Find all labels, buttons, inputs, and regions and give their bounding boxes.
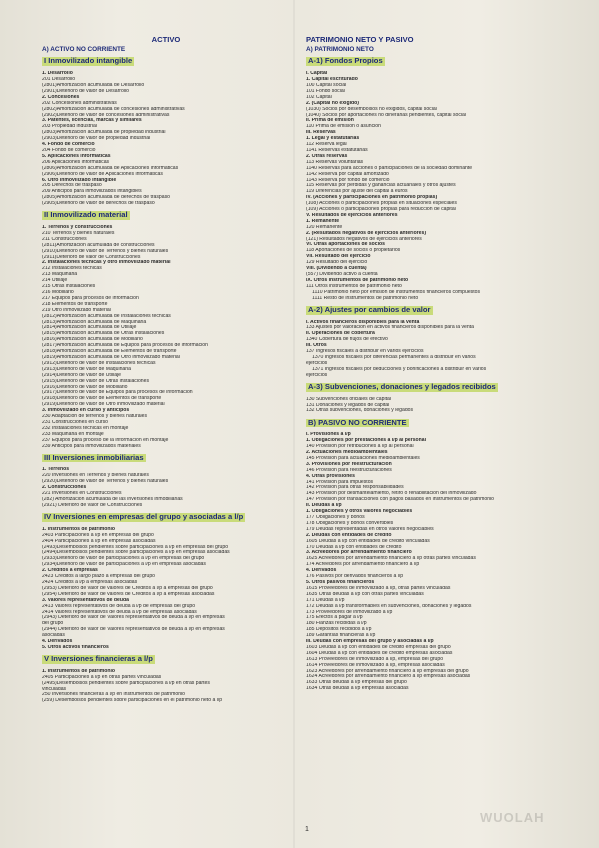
account-line: 2405 Participaciones a l/p en otras partes vinculadas — [42, 674, 162, 680]
account-line: 2423 Créditos a largo plazo a empresas del grupo — [42, 574, 155, 580]
section-heading: V Inversiones financieras a l/p — [44, 655, 153, 664]
account-line: (108) Acciones o participaciones propias en situaciones especiales — [306, 201, 457, 207]
account-line: (2953) Deterioro de valor de valores de Créditos a l/p a empresas del grupo — [42, 585, 213, 591]
account-line: I. Capital — [306, 71, 328, 77]
account-line: 2. Créditos a empresas — [42, 568, 98, 574]
account-line: 205 Derechos de traspaso — [42, 183, 102, 189]
account-line: 204 Fondo de comercio — [42, 147, 96, 153]
account-line: 1. Desarrollo — [42, 71, 73, 77]
account-line: 1110 Patrimonio neto por emisión de instrumentos financieros compuestos — [312, 289, 480, 295]
heading: PATRIMONIO NETO Y PASIVO — [306, 36, 414, 44]
account-line: 100 Capital social — [306, 83, 347, 88]
account-line: 1615 Proveedores de inmovilizado a l/p, otras partes vinculadas — [306, 585, 451, 591]
account-line: 218 Elementos de transporte — [42, 301, 108, 307]
account-line: 211 Construcciones — [42, 236, 87, 242]
account-line: (2495)Desembolsos pendientes sobre participaciones a l/p en otras partes — [42, 680, 210, 686]
account-line: (2917)Deterioro de valor de Equipos para procesos de información — [42, 390, 193, 396]
account-line: 1. Obligaciones y otros valores negociables — [306, 509, 413, 515]
account-line: 120 Remanente — [306, 224, 343, 230]
account-line: 185 Depósitos recibidos a l/p — [306, 627, 372, 633]
account-line: 221 Inversiones en Construcciones — [42, 491, 122, 497]
account-line: 119 Diferencias por ajuste del capital a euros — [306, 189, 408, 195]
account-line: 101 Fondo social — [306, 88, 345, 94]
account-line: 250 Inversiones financieras a l/p en instrumentos de patrimonio — [42, 692, 185, 698]
account-line: 4. Derivados — [42, 639, 73, 645]
account-line: (2817)Amortización acumulada de Equipos para procesos de información — [42, 343, 208, 349]
account-line: (2493)Desembolsos pendientes sobre participaciones a l/p en empresas del grupo — [42, 544, 229, 550]
section-heading: III Inversiones inmobiliarias — [44, 453, 144, 462]
account-line: 3. Inmovilizado en curso y anticipos — [42, 408, 130, 414]
section-heading: A-3) Subvenciones, donaciones y legados recibidos — [308, 382, 496, 391]
account-line: (2494)Desembolsos pendientes sobre participaciones a l/p en empresas asociadas — [42, 550, 230, 556]
account-line: 129 Resultado del ejercicio — [306, 260, 368, 266]
account-line: 1. Legal y estatutarias — [306, 136, 360, 142]
patrimonio-pasivo-column — [306, 36, 586, 692]
account-line: (2903)Deterioro de valor de propiedad industrial — [42, 136, 151, 142]
account-line: 170 Deudas a l/p con entidades de crédito — [306, 544, 402, 550]
account-line: III. Otros — [306, 343, 327, 349]
account-line: (2801)Amortización acumulada de Desarrollo — [42, 83, 145, 88]
account-line: II. Deudas a l/p — [306, 503, 342, 509]
account-line: (2934)Deterioro de valor de participaciones a l/p en empresas asociadas — [42, 562, 206, 568]
account-line: (557) Dividendo activo a cuenta — [306, 272, 378, 277]
account-line: 112 Reserva legal — [306, 142, 347, 148]
account-line: (259) Desembolsos pendientes sobre participaciones en el patrimonio neto a l/p — [42, 698, 223, 704]
account-line: (2933)Deterioro de valor de participaciones a l/p en empresas del grupo — [42, 556, 205, 562]
account-line: (2902)Deterioro de valor de concesiones administrativas — [42, 112, 170, 118]
account-line: (2814)Amortización acumulada de Utillaje — [42, 325, 137, 331]
account-line: 178 Obligaciones y bonos convertibles — [306, 520, 394, 526]
account-line: 206 Aplicaciones informáticas — [42, 159, 110, 165]
account-line: asociadas — [42, 633, 65, 639]
account-line: (2910)Deterioro de valor de Terrenos y bienes naturales — [42, 248, 169, 254]
account-line: 147 Provisión por transacciones con pagos basados en instrumentos de patrimonio — [306, 497, 495, 503]
account-line: (2920)Deterioro de valor de Terrenos y bienes naturales — [42, 479, 169, 485]
account-line: 1624 Acreedores por arrendamiento financiero a l/p empresas asociadas — [306, 674, 471, 680]
account-line: ejercicios — [306, 360, 328, 366]
account-line: 1633 Otras deudas a l/p empresas del grupo — [306, 680, 407, 686]
account-line: 173 Proveedores de inmovilizado a l/p — [306, 609, 393, 615]
account-line: VII. Resultado del ejercicio — [306, 254, 371, 260]
account-line: 1613 Proveedores de inmovilizado a l/p, empresas del grupo — [306, 656, 444, 662]
account-line: (1030) Socios por desembolsos no exigidos, capital social — [306, 106, 437, 112]
account-line: 231 Construcciones en curso — [42, 419, 108, 425]
account-line: 1340 Cobertura de flujos de efectivo — [306, 337, 388, 343]
account-line: (2805)Amortización acumulada de derechos de traspaso — [42, 195, 170, 201]
account-line: (2901)Deterioro de valor de Desarrollo — [42, 88, 129, 94]
heading: ACTIVO — [151, 36, 181, 44]
account-line: 4. Derivados — [306, 568, 337, 574]
account-line: (2913)Deterioro de valor de Maquinaria — [42, 366, 131, 372]
account-line: 2413 Valores representativos de deuda a l/p de empresas del grupo — [42, 603, 196, 609]
account-line: 2. Actuaciones medioambientales — [306, 450, 388, 456]
account-line: 215 Otras instalaciones — [42, 284, 96, 290]
account-line: 239 Anticipos para inmovilizados materiales — [42, 443, 141, 449]
account-line: VIII. (Dividendo a cuenta) — [306, 266, 367, 272]
account-line: 202 Concesiones administrativas — [42, 100, 117, 106]
account-line: 146 Provisión para reestructuraciones — [306, 467, 392, 473]
account-line: (2813)Amortización acumulada de Maquinaria — [42, 319, 147, 325]
account-line: IX. Otros instrumentos de patrimonio neto — [306, 277, 409, 283]
account-line: II. Prima de emisión — [306, 118, 354, 124]
account-line: 233 Maquinaria en montaje — [42, 431, 104, 437]
account-line: 5. Otros activos financieros — [42, 644, 109, 650]
account-line: 230 Adaptación de terrenos y bienes naturales — [42, 414, 148, 420]
account-line: (1040) Socios por aportaciones no dinerarias pendientes, capital social — [306, 112, 466, 118]
section-heading: B) PASIVO NO CORRIENTE — [308, 418, 407, 427]
account-line: 171 Deudas a l/p — [306, 597, 345, 603]
account-line: (2802)Amortización acumulada de concesiones administrativas — [42, 106, 185, 112]
account-line: 179 Deudas representadas en otros valores negociables — [306, 526, 434, 532]
account-line: 237 Equipos para proceso de la información en montaje — [42, 437, 169, 443]
account-line: 214 Utillaje — [42, 278, 68, 284]
account-line: III. Deudas con empresas del grupo y asociadas a l/p — [306, 639, 434, 645]
account-line: (2916)Deterioro de valor de Mobiliario — [42, 384, 128, 390]
account-line: III. Reservas — [306, 130, 336, 136]
account-line: 115 Reservas por pérdidas y ganancias actuariales y otros ajustes — [306, 183, 456, 189]
account-line: (2818)Amortización acumulada de Elementos de transporte — [42, 349, 177, 355]
account-line: 1. Terrenos y construcciones — [42, 225, 113, 231]
account-line: 175 Efectos a pagar a l/p — [306, 615, 363, 621]
account-line: 6. Otro inmovilizado intangible — [42, 177, 117, 183]
account-line: 3. Provisiones por reestructuración — [306, 461, 392, 467]
account-line: (2944) Deterioro de valor de Valores representativos de deuda a l/p en empresas — [42, 627, 225, 633]
account-line: 1143 Reserva por fondo de comercio — [306, 177, 390, 183]
account-line: 133 Ajustes por valoración en activos financieros disponibles para la venta — [306, 325, 474, 331]
account-line: (282) Amortización acumulada de las inversiones inmobiliarias — [42, 497, 183, 502]
page-number: 1 — [305, 826, 309, 833]
account-line: (2912)Deterioro de valor de Instalaciones técnicas — [42, 360, 156, 366]
account-line: (2911)Deterioro de valor de Construcciones — [42, 254, 141, 260]
account-line: (2918)Deterioro de valor de Elementos de transporte — [42, 396, 162, 402]
account-line: 201 Desarrollo — [42, 77, 76, 83]
account-line: 2. (Resultados negativos de ejercicios anteriores) — [306, 230, 427, 236]
account-line: 110 Prima de emisión o asunción — [306, 124, 381, 130]
account-line: 5. Otros pasivos financieros — [306, 579, 375, 585]
account-line: 142 Provisión para otras responsabilidades — [306, 485, 404, 491]
account-line: 130 Subvenciones oficiales de capital — [306, 396, 391, 402]
account-line: (2803)Amortización acumulada de propiedad industrial — [42, 130, 166, 136]
account-line: 1111 Resto de instrumentos de patrimonio neto — [312, 295, 419, 301]
account-line: (2816)Amortización acumulada de Mobiliario — [42, 337, 143, 343]
account-line: 1. Instrumentos de patrimonio — [42, 526, 116, 532]
account-line: 132 Otras subvenciones, donaciones y legados — [306, 408, 414, 414]
account-line: (109) Acciones o participaciones propias para reducción de capital — [306, 207, 456, 213]
account-line: 177 Obligaciones y bonos — [306, 515, 365, 520]
account-line: 1623 Acreedores por arrendamiento financiero a l/p empresas del grupo — [306, 668, 469, 674]
activo-column — [42, 36, 290, 704]
account-line: 137 Ingresos fiscales a distribuir en varios ejercicios — [306, 349, 424, 355]
account-line: 4. Otras provisiones — [306, 473, 355, 479]
account-line: 2404 Participaciones a l/p en empresas asociadas — [42, 538, 156, 544]
section-heading: A-1) Fondos Propios — [308, 57, 383, 66]
account-line: 1614 Proveedores de inmovilizado a l/p, empresas asociadas — [306, 662, 445, 668]
account-line: 2424 Créditos a l/p a empresas asociadas — [42, 579, 138, 585]
account-line: 1. Remanente — [306, 218, 340, 224]
account-line: 1635 Otras deudas a l/p con otras partes vinculadas — [306, 591, 424, 597]
account-line: (2812)Amortización acumulada de Instalaciones técnicas — [42, 313, 171, 319]
account-line: 2403 Participaciones a l/p en empresas del grupo — [42, 532, 154, 538]
account-line: (2919)Deterioro de valor de Otro inmovilizado material — [42, 402, 165, 408]
account-line: 220 Inversiones en Terrenos y bienes naturales — [42, 473, 149, 479]
account-line: I. Provisiones a l/p — [306, 432, 351, 438]
account-line: 3. Acreedores por arrendamiento financiero — [306, 550, 412, 556]
account-line: 1625 Acreedores por arrendamiento financiero a l/p otras partes vinculadas — [306, 556, 476, 562]
account-line: 176 Pasivos por derivados financieros a l/p — [306, 574, 404, 580]
account-line: 232 Instalaciones técnicas en montaje — [42, 425, 129, 431]
account-line: 203 Propiedad industrial — [42, 124, 97, 130]
account-line: (2943) Deterioro de valor de Valores representativos de deuda a l/p en empresas — [42, 615, 225, 621]
account-line: 189 Garantías financieras a l/p — [306, 633, 376, 639]
heading: A) ACTIVO NO CORRIENTE — [42, 45, 126, 53]
account-line: IV. (Acciones y participaciones en patrimonio propias) — [306, 195, 438, 201]
account-line: 217 Equipos para procesos de información — [42, 295, 139, 301]
account-line: 210 Terrenos y bienes naturales — [42, 230, 115, 236]
heading: A) PATRIMONIO NETO — [306, 45, 374, 53]
account-line: 2. Otras reservas — [306, 153, 348, 159]
account-line: 1604 Deudas a l/p con entidades de crédito empresas asociadas — [306, 650, 453, 656]
account-line: 209 Anticipos para inmovilizados intangibles — [42, 189, 142, 195]
account-line: 140 Provisión por retribuciones a l/p al personal — [306, 444, 414, 450]
account-line: 1605 Deudas a l/p con entidades de crédito vinculadas — [306, 538, 430, 544]
watermark-logo: WUOLAH — [480, 810, 545, 825]
account-line: 1371 Ingresos fiscales por deducciones y bonificaciones a distribuir en varios — [312, 366, 487, 372]
account-line: 1603 Deudas a l/p con entidades de crédito empresas del grupo — [306, 644, 451, 650]
account-line: 2. Instalaciones técnicas y otro inmovilizado material — [42, 260, 171, 266]
account-line: 3. Patentes, licencias, marcas y similares — [42, 118, 142, 124]
account-line: (2806)Amortización acumulada de Aplicaciones informáticas — [42, 165, 179, 171]
account-line: 1. Terrenos — [42, 467, 70, 473]
account-line: 145 Provisión para actuaciones medioambientales — [306, 455, 420, 461]
account-line: 118 Aportaciones de socios o propietarios — [306, 248, 401, 254]
account-line: (121) Resultados negativos de ejercicios anteriores — [306, 236, 422, 242]
account-line: 1370 Ingresos fiscales por diferencias permanentes a distribuir en varios — [312, 354, 476, 360]
account-line: (2915)Deterioro de valor de Otras instalaciones — [42, 378, 150, 384]
account-line: 172 Deudas a l/p transformables en subvenciones, donaciones y legados — [306, 603, 472, 609]
account-line: 5. Aplicaciones informáticas — [42, 153, 111, 159]
account-line: 1. Instrumentos de patrimonio — [42, 668, 116, 674]
account-line: (2954) Deterioro de valor de valores de Créditos a l/p a empresas asociadas — [42, 591, 215, 597]
account-line: vinculadas — [42, 686, 67, 692]
account-line: 174 Acreedores por arrendamiento financiero a l/p — [306, 562, 420, 568]
account-line: 2. (Capital no exigido) — [306, 100, 359, 106]
page-fold — [293, 0, 295, 848]
account-line: 1. Obligaciones por prestaciones a l/p al personal — [306, 438, 427, 444]
account-line: 111 Otros instrumentos de patrimonio neto — [306, 283, 402, 289]
account-line: 213 Maquinaria — [42, 272, 78, 278]
account-line: 1142 Reserva por capital amortizado — [306, 171, 389, 177]
section-heading: I Inmovilizado intangible — [44, 57, 133, 66]
account-line: del grupo — [42, 621, 64, 627]
account-line: (2921) Deterioro de valor de Construcciones — [42, 502, 143, 508]
account-line: 216 Mobiliario — [42, 290, 74, 295]
account-line: 113 Reservas voluntarias — [306, 159, 364, 165]
account-line: 1. Capital escriturado — [306, 77, 358, 83]
account-line: 1141 Reservas estatutarias — [306, 147, 368, 153]
account-line: (2905)Deterioro de valor de derechos de traspaso — [42, 201, 155, 207]
account-line: I. Activos financieros disponibles para la venta — [306, 319, 420, 325]
section-heading: IV Inversiones en empresas del grupo y asociadas a l/p — [44, 513, 244, 522]
account-line: 141 Provisión para impuestos — [306, 479, 374, 485]
account-line: 1140 Reservas para acciones o participaciones de la sociedad dominante — [306, 165, 473, 171]
account-line: 2. Construcciones — [42, 485, 87, 491]
account-line: 2. Concesiones — [42, 94, 80, 100]
account-line: VI. Otras aportaciones de socios — [306, 242, 385, 248]
account-line: (2815)Amortización acumulada de Otras instalaciones — [42, 331, 165, 337]
account-line: 131 Donaciones y legados de capital — [306, 402, 390, 408]
account-line: 3. Valores representativos de deuda — [42, 597, 129, 603]
account-line: 2. Deudas con entidades de crédito — [306, 532, 392, 538]
account-line: 2414 Valores representativos de deuda a l/p de empresas asociadas — [42, 609, 197, 615]
account-line: II. Operaciones de cobertura — [306, 331, 375, 337]
account-line: 219 Otro inmovilizado material — [42, 307, 111, 313]
account-line: V. Resultados de ejercicios anteriores — [306, 212, 398, 218]
account-line: 143 Provisión por desmantelamiento, retiro o rehabilitación del inmovilizado — [306, 491, 477, 497]
account-line: (2811)Amortización acumulada de construcciones — [42, 242, 155, 248]
account-line: ejercicios — [306, 372, 328, 378]
account-line: (2819)Amortización acumulada de Otro inmovilizado material — [42, 354, 180, 360]
account-line: 180 Fianzas recibidas a l/p — [306, 621, 367, 627]
account-line: (2906)Deterioro de valor de Aplicaciones informáticas — [42, 171, 163, 177]
account-line: 212 Instalaciones técnicas — [42, 266, 102, 272]
account-line: (2914)Deterioro de valor de Utillaje — [42, 372, 121, 378]
section-heading: A-2) Ajustes por cambios de valor — [308, 305, 431, 314]
account-line: 102 Capital — [306, 94, 332, 100]
section-heading: II Inmovilizado material — [44, 211, 128, 220]
account-line: 1634 Otras deudas a l/p empresas asociadas — [306, 686, 409, 692]
account-line: 4. Fondo de comercio — [42, 142, 95, 148]
